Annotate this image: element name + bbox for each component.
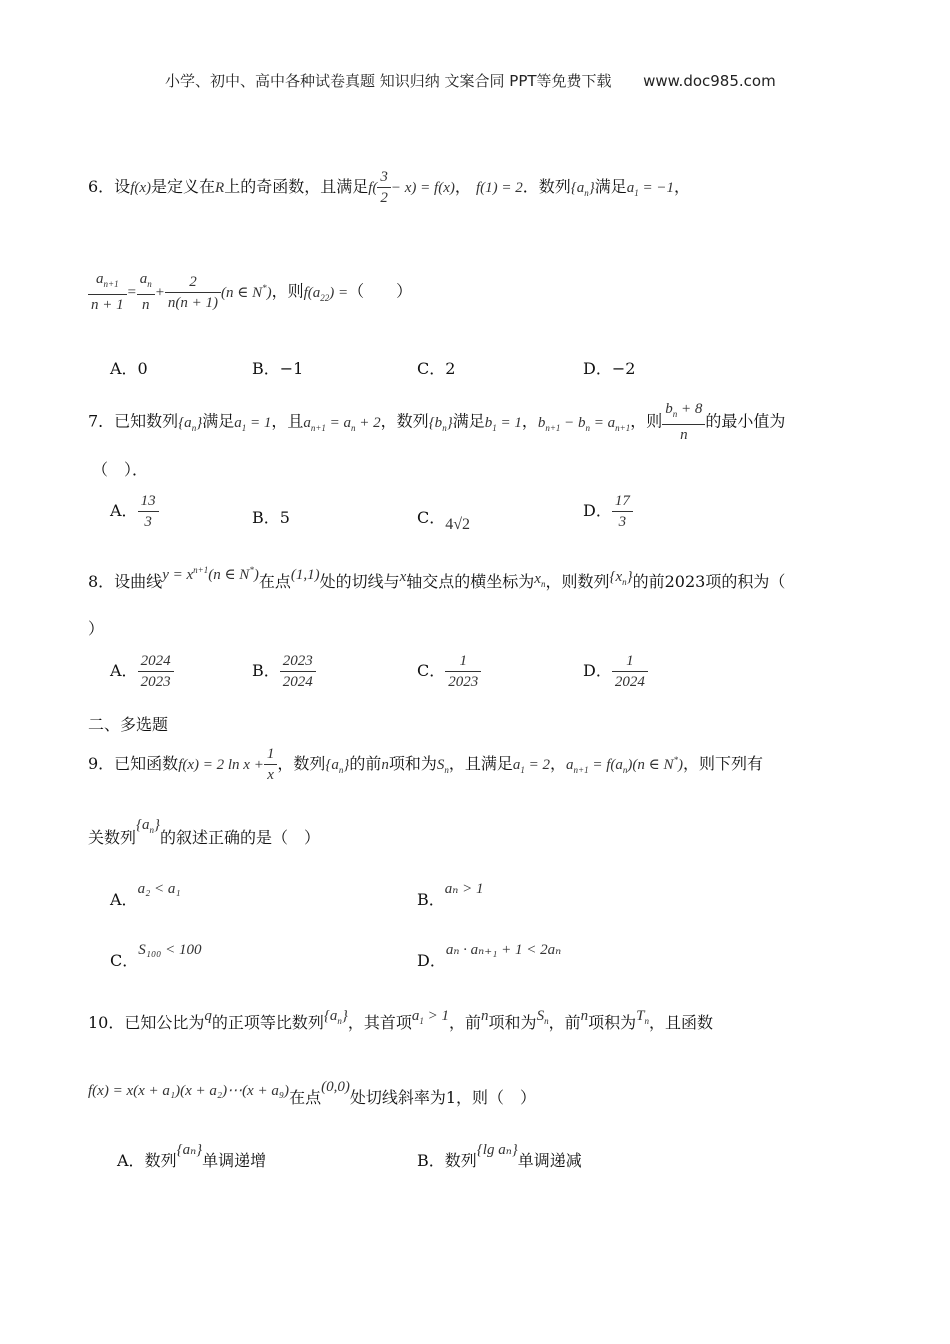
q6-option-b[interactable]: B．−1 [252, 359, 304, 378]
header-text: 小学、初中、高中各种试卷真题 知识归纳 文案合同 PPT等免费下载 [165, 72, 612, 90]
q6-option-c[interactable]: C．2 [417, 359, 456, 378]
question-7-line-1: 7．已知数列$\{a_n\}$满足$a_1 = 1$，且$a_{n+1} = a_n + 2$，数列$\{b_n\}$满足$b_1 = 1$，$b_{n+1} - b_n = a_{n+1}$，则 $\frac{b_n + 8}{n}$ 的最小值为 [88, 401, 786, 443]
q7-option-c[interactable]: C．4√2 [417, 508, 471, 533]
question-8-line-1: 8．设曲线$y = x^{n+1}(n$ ∈ N*)在点(1,1)处的切线与x轴交点的横坐标为$x_n$，则数列$\{x_n\}$的前2023项的积为（ [88, 565, 786, 591]
q8-option-c[interactable]: C． $\frac{1}{2023}$ [417, 652, 481, 691]
fraction-three-halves: $\frac{3}{2}$ [377, 168, 391, 207]
q9-option-a[interactable]: A．a₂ < a₁ [110, 881, 181, 909]
q8-option-b[interactable]: B． $\frac{2023}{2024}$ [252, 652, 316, 691]
q8-option-d[interactable]: D． $\frac{1}{2024}$ [583, 652, 648, 691]
question-7-paren: （ ）． [92, 460, 149, 479]
q7-option-d[interactable]: D． $\frac{17}{3}$ [583, 492, 633, 531]
q9-option-b[interactable]: B．aₙ > 1 [417, 881, 484, 909]
question-10-line-1: 10．已知公比为q的正项等比数列$\{a_n\}$，其首项$a_1 > 1$，前n项和为$S_n$，前n项积为$T_n$，且函数 [88, 1008, 713, 1032]
header-site-link[interactable]: www.doc985.com [643, 72, 776, 90]
question-10-line-2: f(x) = x(x + a₁)(x + a₂)⋯(x + a₉)在点(0,0)处切线斜率为1，则（ ） [88, 1079, 537, 1107]
q10-option-b[interactable]: B．数列{lg aₙ}单调递减 [417, 1142, 582, 1170]
q6-option-d[interactable]: D．−2 [583, 359, 636, 378]
question-6-line-2: $\frac{a_{n+1}}{n + 1}$ = $\frac{a_n}{n}$ + $\frac{2}{n(n + 1)}$ (n ∈ N*)，则$f(a_{22})$ =（ ） [88, 270, 412, 314]
fraction-one-over-x: $\frac{1}{x}$ [264, 745, 278, 784]
q9-option-c[interactable]: C．S₁₀₀ < 100 [110, 942, 202, 970]
question-6-line-1: 6．设f(x)是定义在R上的奇函数，且满足f( $\frac{3}{2}$ − x) = f(x)， f(1) = 2．数列$\{a_n\}$满足$a_1 = -1$， [88, 169, 691, 206]
question-9-line-2: 关数列$\{a_n\}$的叙述正确的是（ ） [88, 817, 321, 847]
q7-option-a[interactable]: A． $\frac{13}{3}$ [110, 492, 159, 531]
question-8-paren: ） [88, 619, 105, 638]
section-title: 二、多选题 [88, 715, 169, 734]
fraction-bn8-over-n: $\frac{b_n + 8}{n}$ [662, 400, 705, 444]
q10-option-a[interactable]: A．数列{aₙ}单调递增 [117, 1142, 267, 1170]
q7-option-b[interactable]: B．5 [252, 508, 290, 527]
q6-option-a[interactable]: A．0 [110, 359, 148, 378]
fraction-an1-over-n1: $\frac{a_{n+1}}{n + 1}$ [88, 270, 127, 314]
header-banner [165, 70, 776, 91]
fraction-two-over-nn1: $\frac{2}{n(n + 1)}$ [165, 273, 221, 312]
fraction-an-over-n: $\frac{a_n}{n}$ [137, 270, 155, 314]
q8-option-a[interactable]: A． $\frac{2024}{2023}$ [110, 652, 174, 691]
question-9-line-1: 9．已知函数f(x) = 2 ln x + $\frac{1}{x}$ ，数列$\{a_n\}$的前n项和为$S_n$，且满足$a_1 = 2$，$a_{n+1} = f(a_n)(n$ ∈ N*)，则下列有 [88, 746, 764, 783]
q9-option-d[interactable]: D．aₙ · aₙ₊₁ + 1 < 2aₙ [417, 942, 562, 970]
